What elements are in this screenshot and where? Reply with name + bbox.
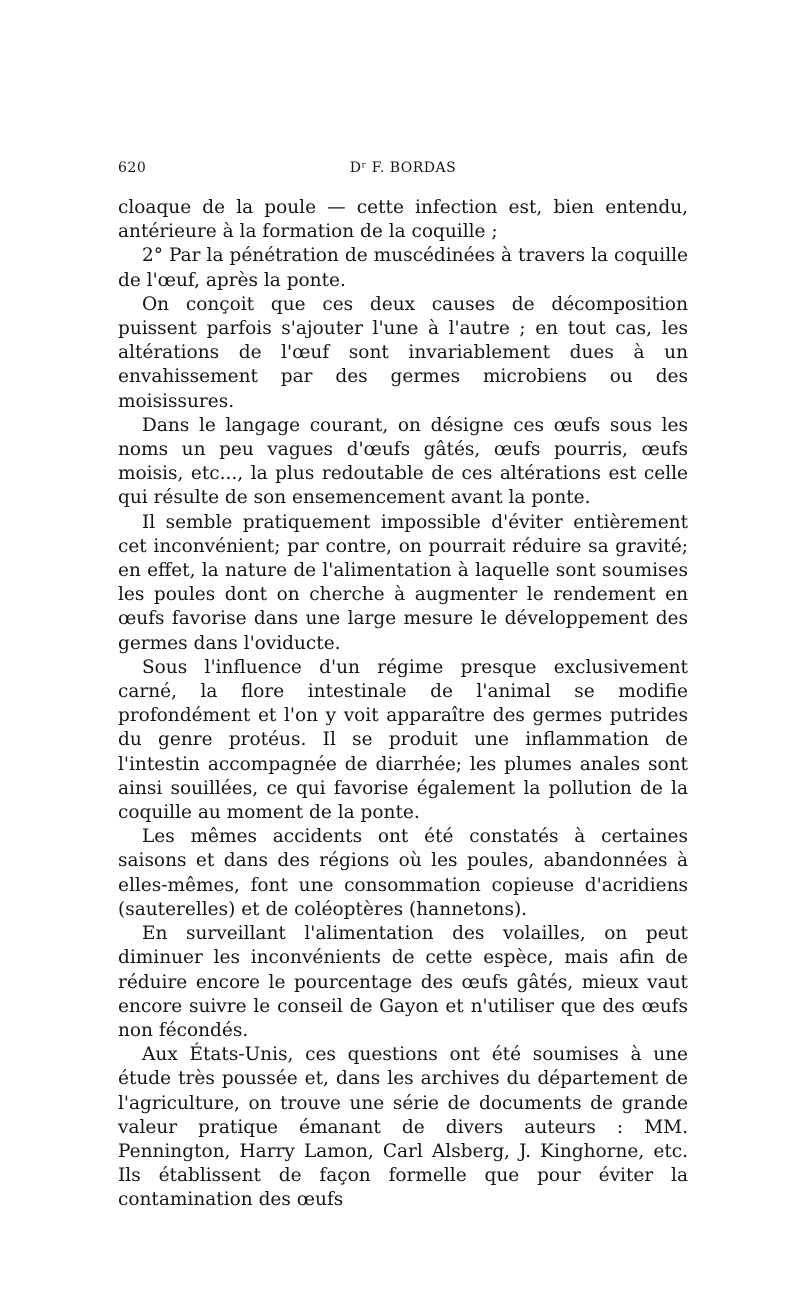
paragraph: En surveillant l'alimentation des volailles, on peut diminuer les inconvénients de cette espèce, mais afin de réduire encore le pourcentage des œufs gâtés, mieux vaut encore suivre le conseil de Gayon et n'utiliser que des œufs non fécondés. <box>118 923 688 1041</box>
running-title: Dʳ F. BORDAS <box>349 160 457 176</box>
paragraph: Aux États-Unis, ces questions ont été soumises à une étude très poussée et, dans les archives du département de l'agriculture, on trouve une série de documents de grande valeur pratique émanant de divers auteurs : MM. Pennington, Harry Lamon, Carl Alsberg, J. Kinghorne, etc. Ils établissent de façon formelle que pour éviter la contamination des œufs <box>118 1044 688 1211</box>
paragraph-continuation: cloaque de la poule — cette infection est, bien entendu, antérieure à la formation de la coquille ; <box>118 197 688 243</box>
paragraph-point-2: 2° Par la pénétration de muscédinées à travers la coquille de l'œuf, après la ponte. <box>118 245 688 291</box>
running-head <box>118 160 688 184</box>
paragraph: Dans le langage courant, on désigne ces œufs sous les noms un peu vagues d'œufs gâtés, œufs pourris, œufs moisis, etc..., la plus redoutable de ces altérations est celle qui résulte de son ensemencement avant la ponte. <box>118 414 688 509</box>
paragraph: Les mêmes accidents ont été constatés à certaines saisons et dans des régions où les poules, abandonnées à elles-mêmes, font une consommation copieuse d'acridiens (sauterelles) et de coléoptères (hannetons). <box>118 826 688 920</box>
page-number: 620 <box>118 160 147 176</box>
paragraph: Sous l'influence d'un régime presque exclusivement carné, la flore intestinale de l'animal se modifie profondément et l'on y voit apparaître des germes putrides du genre protéus. Il se produit une inflammation de l'intestin accompagnée de diarrhée; les plumes anales sont ainsi souillées, ce qui favorise également la pollution de la coquille au moment de la ponte. <box>118 656 688 824</box>
paragraph: Il semble pratiquement impossible d'éviter entièrement cet inconvénient; par contre, on pourrait réduire sa gravité; en effet, la nature de l'alimentation à laquelle sont soumises les poules dont on cherche à augmenter le rendement en œufs favorise dans une large mesure le développement des germes dans l'oviducte. <box>118 511 688 654</box>
paragraph: On conçoit que ces deux causes de décomposition puissent parfois s'ajouter l'une à l'autre ; en tout cas, les altérations de l'œuf sont invariablement dues à un envahissement par des germes microbiens ou des moisissures. <box>118 293 688 412</box>
body-text <box>118 196 688 1213</box>
